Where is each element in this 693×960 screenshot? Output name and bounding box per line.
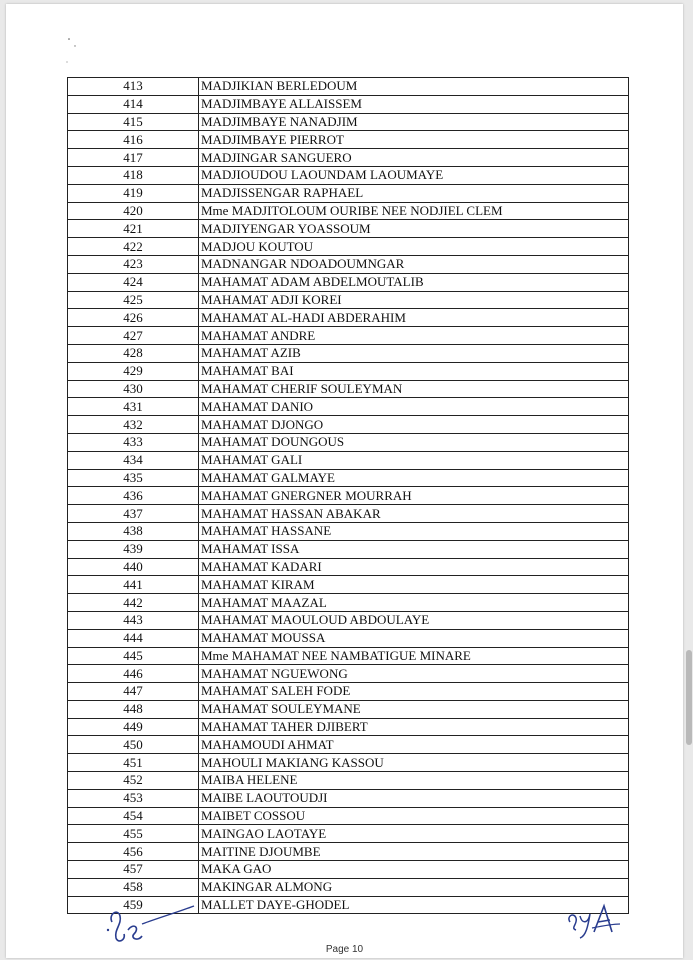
table-row <box>68 807 629 825</box>
handwritten-initials-left <box>98 900 208 950</box>
table-row <box>68 95 629 113</box>
person-name: MAHAMAT SOULEYMANE <box>199 700 629 718</box>
row-number: 442 <box>68 594 199 612</box>
table-row <box>68 362 629 380</box>
row-number: 444 <box>68 629 199 647</box>
table-row <box>68 878 629 896</box>
table-row <box>68 665 629 683</box>
person-name: MAHAMAT GALMAYE <box>199 469 629 487</box>
person-name: MAHAMAT DOUNGOUS <box>199 433 629 451</box>
person-name: MALLET DAYE-GHODEL <box>199 896 629 914</box>
row-number: 419 <box>68 184 199 202</box>
person-name: MAKA GAO <box>199 861 629 879</box>
row-number: 420 <box>68 202 199 220</box>
table-row <box>68 772 629 790</box>
person-name: MAHAMAT TAHER DJIBERT <box>199 718 629 736</box>
row-number: 448 <box>68 700 199 718</box>
row-number: 439 <box>68 540 199 558</box>
row-number: 437 <box>68 505 199 523</box>
row-number: 433 <box>68 433 199 451</box>
row-number: 423 <box>68 255 199 273</box>
row-number: 440 <box>68 558 199 576</box>
row-number: 438 <box>68 522 199 540</box>
table-row <box>68 647 629 665</box>
row-number: 413 <box>68 78 199 96</box>
person-name: MAHAMAT MAAZAL <box>199 594 629 612</box>
row-number: 449 <box>68 718 199 736</box>
row-number: 441 <box>68 576 199 594</box>
person-name: MADJINGAR SANGUERO <box>199 149 629 167</box>
document-page <box>6 4 683 958</box>
person-name: MAITINE DJOUMBE <box>199 843 629 861</box>
person-name: MADJISSENGAR RAPHAEL <box>199 184 629 202</box>
table-row <box>68 522 629 540</box>
row-number: 459 <box>68 896 199 914</box>
table-row <box>68 469 629 487</box>
table-row <box>68 789 629 807</box>
table-row <box>68 149 629 167</box>
row-number: 457 <box>68 861 199 879</box>
row-number: 424 <box>68 273 199 291</box>
handwritten-initials-right <box>564 902 624 942</box>
row-number: 453 <box>68 789 199 807</box>
row-number: 421 <box>68 220 199 238</box>
person-name: MAHAMAT NGUEWONG <box>199 665 629 683</box>
row-number: 429 <box>68 362 199 380</box>
person-name: MAHAMAT ANDRE <box>199 327 629 345</box>
person-name: MAHAMAT GALI <box>199 451 629 469</box>
table-row <box>68 505 629 523</box>
table-row <box>68 594 629 612</box>
table-row <box>68 380 629 398</box>
row-number: 430 <box>68 380 199 398</box>
table-row <box>68 718 629 736</box>
table-row <box>68 700 629 718</box>
table-row <box>68 309 629 327</box>
person-name: MAIBE LAOUTOUDJI <box>199 789 629 807</box>
table-row <box>68 398 629 416</box>
person-name: MADNANGAR NDOADOUMNGAR <box>199 255 629 273</box>
person-name: Mme MAHAMAT NEE NAMBATIGUE MINARE <box>199 647 629 665</box>
row-number: 427 <box>68 327 199 345</box>
table-row <box>68 825 629 843</box>
table-row <box>68 220 629 238</box>
row-number: 454 <box>68 807 199 825</box>
person-name: MAHAMAT AL-HADI ABDERAHIM <box>199 309 629 327</box>
table-row <box>68 184 629 202</box>
row-number: 414 <box>68 95 199 113</box>
person-name: MAHAMAT BAI <box>199 362 629 380</box>
table-row <box>68 238 629 256</box>
table-row <box>68 131 629 149</box>
table-row <box>68 611 629 629</box>
row-number: 456 <box>68 843 199 861</box>
person-name: MADJIMBAYE ALLAISSEM <box>199 95 629 113</box>
table-row <box>68 629 629 647</box>
person-name: MAKINGAR ALMONG <box>199 878 629 896</box>
table-row <box>68 255 629 273</box>
person-name: MAHAMAT MAOULOUD ABDOULAYE <box>199 611 629 629</box>
table-row <box>68 861 629 879</box>
table-row <box>68 416 629 434</box>
person-name: MAHAMAT CHERIF SOULEYMAN <box>199 380 629 398</box>
row-number: 436 <box>68 487 199 505</box>
table-row <box>68 291 629 309</box>
row-number: 416 <box>68 131 199 149</box>
row-number: 431 <box>68 398 199 416</box>
table-row <box>68 843 629 861</box>
row-number: 432 <box>68 416 199 434</box>
row-number: 426 <box>68 309 199 327</box>
person-name: MAHAMAT HASSANE <box>199 522 629 540</box>
row-number: 418 <box>68 166 199 184</box>
person-name: MADJIOUDOU LAOUNDAM LAOUMAYE <box>199 166 629 184</box>
row-number: 446 <box>68 665 199 683</box>
table-row <box>68 166 629 184</box>
row-number: 415 <box>68 113 199 131</box>
table-row <box>68 202 629 220</box>
person-name: MADJIYENGAR YOASSOUM <box>199 220 629 238</box>
person-name: MAHAMAT SALEH FODE <box>199 683 629 701</box>
person-name: MAIBET COSSOU <box>199 807 629 825</box>
table-row <box>68 451 629 469</box>
table-row <box>68 344 629 362</box>
table-row <box>68 540 629 558</box>
table-row <box>68 433 629 451</box>
table-row <box>68 754 629 772</box>
person-name: MAHAMOUDI AHMAT <box>199 736 629 754</box>
person-name: MADJIMBAYE NANADJIM <box>199 113 629 131</box>
person-name: MADJOU KOUTOU <box>199 238 629 256</box>
row-number: 417 <box>68 149 199 167</box>
table-row <box>68 327 629 345</box>
page-speck-marks <box>61 29 91 69</box>
person-name: MAHAMAT DANIO <box>199 398 629 416</box>
person-name: MADJIMBAYE PIERROT <box>199 131 629 149</box>
table-row <box>68 683 629 701</box>
table-row <box>68 273 629 291</box>
row-number: 428 <box>68 344 199 362</box>
row-number: 458 <box>68 878 199 896</box>
person-name: MAHAMAT HASSAN ABAKAR <box>199 505 629 523</box>
person-name: MAHAMAT AZIB <box>199 344 629 362</box>
person-name: MAHAMAT DJONGO <box>199 416 629 434</box>
person-name: MAIBA HELENE <box>199 772 629 790</box>
table-row <box>68 736 629 754</box>
table-row <box>68 487 629 505</box>
person-name: MAHAMAT ISSA <box>199 540 629 558</box>
row-number: 450 <box>68 736 199 754</box>
person-name: MAHAMAT KIRAM <box>199 576 629 594</box>
person-name: MAHAMAT KADARI <box>199 558 629 576</box>
person-name: MAHAMAT GNERGNER MOURRAH <box>199 487 629 505</box>
person-name: Mme MADJITOLOUM OURIBE NEE NODJIEL CLEM <box>199 202 629 220</box>
row-number: 451 <box>68 754 199 772</box>
table-row <box>68 113 629 131</box>
person-name: MAHAMAT ADJI KOREI <box>199 291 629 309</box>
row-number: 445 <box>68 647 199 665</box>
names-table <box>67 77 629 914</box>
table-row <box>68 558 629 576</box>
page-number: Page 10 <box>325 944 364 955</box>
person-name: MAHAMAT MOUSSA <box>199 629 629 647</box>
row-number: 435 <box>68 469 199 487</box>
row-number: 422 <box>68 238 199 256</box>
person-name: MAHAMAT ADAM ABDELMOUTALIB <box>199 273 629 291</box>
person-name: MAINGAO LAOTAYE <box>199 825 629 843</box>
table-row <box>68 78 629 96</box>
row-number: 425 <box>68 291 199 309</box>
person-name: MADJIKIAN BERLEDOUM <box>199 78 629 96</box>
row-number: 447 <box>68 683 199 701</box>
row-number: 455 <box>68 825 199 843</box>
table-row <box>68 576 629 594</box>
row-number: 443 <box>68 611 199 629</box>
person-name: MAHOULI MAKIANG KASSOU <box>199 754 629 772</box>
scrollbar-thumb[interactable] <box>686 650 692 745</box>
row-number: 434 <box>68 451 199 469</box>
row-number: 452 <box>68 772 199 790</box>
